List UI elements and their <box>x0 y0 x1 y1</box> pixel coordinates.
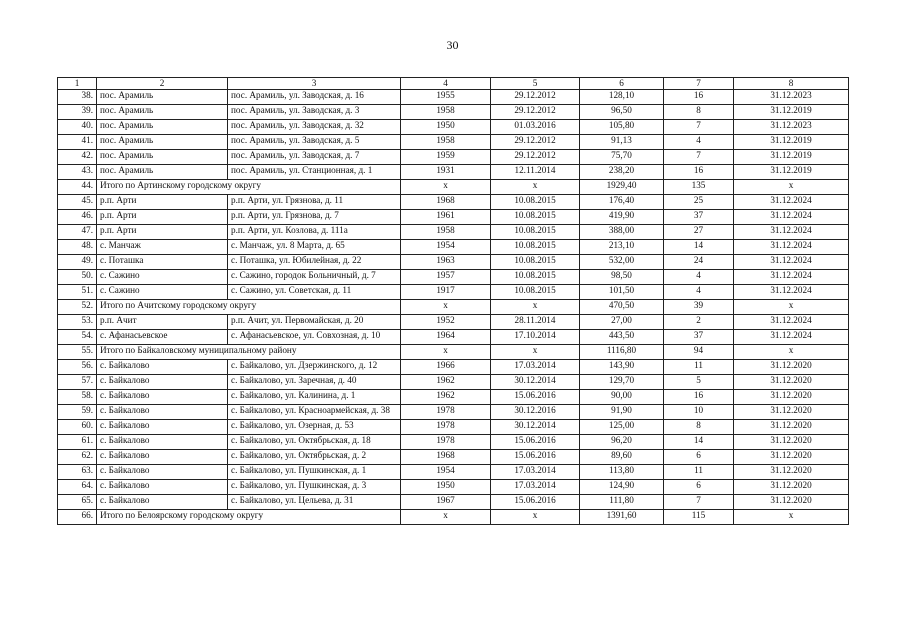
table-row <box>58 420 849 435</box>
row-number: 47. <box>58 225 97 240</box>
date-cell: 10.08.2015 <box>491 195 580 210</box>
count-cell: 25 <box>664 195 734 210</box>
area-cell: 96,50 <box>580 105 664 120</box>
deadline-cell: 31.12.2024 <box>734 195 849 210</box>
settlement-cell: с. Байкалово <box>97 450 228 465</box>
year-cell: 1958 <box>401 225 491 240</box>
row-number: 60. <box>58 420 97 435</box>
table-row <box>58 165 849 180</box>
row-number: 62. <box>58 450 97 465</box>
deadline-cell: 31.12.2023 <box>734 120 849 135</box>
deadline-cell: 31.12.2020 <box>734 480 849 495</box>
settlement-cell: с. Байкалово <box>97 435 228 450</box>
settlement-cell: с. Афанасьевское <box>97 330 228 345</box>
year-cell: 1931 <box>401 165 491 180</box>
row-number: 61. <box>58 435 97 450</box>
year-cell: 1978 <box>401 405 491 420</box>
count-cell: 4 <box>664 270 734 285</box>
column-header: 1 <box>58 78 97 90</box>
date-cell: 17.03.2014 <box>491 480 580 495</box>
count-cell: 10 <box>664 405 734 420</box>
date-cell: х <box>491 510 580 525</box>
deadline-cell: х <box>734 300 849 315</box>
deadline-cell: 31.12.2020 <box>734 375 849 390</box>
count-cell: 24 <box>664 255 734 270</box>
row-number: 57. <box>58 375 97 390</box>
settlement-cell: пос. Арамиль <box>97 135 228 150</box>
year-cell: 1978 <box>401 435 491 450</box>
row-number: 51. <box>58 285 97 300</box>
date-cell: 10.08.2015 <box>491 285 580 300</box>
year-cell: 1954 <box>401 465 491 480</box>
area-cell: 125,00 <box>580 420 664 435</box>
year-cell: 1950 <box>401 480 491 495</box>
area-cell: 238,20 <box>580 165 664 180</box>
year-cell: 1962 <box>401 390 491 405</box>
year-cell: 1964 <box>401 330 491 345</box>
table-row <box>58 195 849 210</box>
deadline-cell: 31.12.2019 <box>734 135 849 150</box>
settlement-cell: с. Поташка <box>97 255 228 270</box>
deadline-cell: 31.12.2020 <box>734 495 849 510</box>
address-cell: пос. Арамиль, ул. Заводская, д. 7 <box>228 150 401 165</box>
count-cell: 14 <box>664 240 734 255</box>
date-cell: 30.12.2014 <box>491 420 580 435</box>
count-cell: 37 <box>664 330 734 345</box>
table-row <box>58 375 849 390</box>
date-cell: 17.03.2014 <box>491 360 580 375</box>
row-number: 50. <box>58 270 97 285</box>
address-cell: с. Байкалово, ул. Пушкинская, д. 1 <box>228 465 401 480</box>
row-number: 64. <box>58 480 97 495</box>
count-cell: 94 <box>664 345 734 360</box>
date-cell: 30.12.2014 <box>491 375 580 390</box>
table-row <box>58 480 849 495</box>
area-cell: 105,80 <box>580 120 664 135</box>
area-cell: 1929,40 <box>580 180 664 195</box>
row-number: 66. <box>58 510 97 525</box>
settlement-cell: с. Байкалово <box>97 480 228 495</box>
address-cell: пос. Арамиль, ул. Заводская, д. 5 <box>228 135 401 150</box>
deadline-cell: х <box>734 180 849 195</box>
deadline-cell: 31.12.2024 <box>734 285 849 300</box>
area-cell: 98,50 <box>580 270 664 285</box>
table-total-row <box>58 300 849 315</box>
row-number: 39. <box>58 105 97 120</box>
address-cell: с. Сажино, ул. Советская, д. 11 <box>228 285 401 300</box>
table-row <box>58 105 849 120</box>
row-number: 54. <box>58 330 97 345</box>
date-cell: 29.12.2012 <box>491 105 580 120</box>
deadline-cell: 31.12.2020 <box>734 435 849 450</box>
year-cell: 1959 <box>401 150 491 165</box>
area-cell: 113,80 <box>580 465 664 480</box>
date-cell: 12.11.2014 <box>491 165 580 180</box>
deadline-cell: 31.12.2019 <box>734 150 849 165</box>
page-number: 30 <box>446 38 459 52</box>
year-cell: х <box>401 300 491 315</box>
year-cell: 1952 <box>401 315 491 330</box>
table-row <box>58 465 849 480</box>
row-number: 42. <box>58 150 97 165</box>
date-cell: х <box>491 300 580 315</box>
address-cell: с. Байкалово, ул. Цельева, д. 31 <box>228 495 401 510</box>
area-cell: 124,90 <box>580 480 664 495</box>
year-cell: 1957 <box>401 270 491 285</box>
address-cell: с. Афанасьевское, ул. Совхозная, д. 10 <box>228 330 401 345</box>
year-cell: 1967 <box>401 495 491 510</box>
table-row <box>58 285 849 300</box>
count-cell: 7 <box>664 120 734 135</box>
deadline-cell: 31.12.2024 <box>734 225 849 240</box>
year-cell: 1955 <box>401 90 491 105</box>
table-row <box>58 405 849 420</box>
settlement-cell: с. Байкалово <box>97 495 228 510</box>
count-cell: 135 <box>664 180 734 195</box>
column-number-row <box>58 78 849 90</box>
date-cell: 10.08.2015 <box>491 240 580 255</box>
date-cell: х <box>491 180 580 195</box>
row-number: 41. <box>58 135 97 150</box>
settlement-cell: с. Сажино <box>97 270 228 285</box>
deadline-cell: 31.12.2019 <box>734 105 849 120</box>
address-cell: с. Байкалово, ул. Озерная, д. 53 <box>228 420 401 435</box>
date-cell: 15.06.2016 <box>491 450 580 465</box>
row-number: 53. <box>58 315 97 330</box>
settlement-cell: с. Байкалово <box>97 405 228 420</box>
count-cell: 7 <box>664 150 734 165</box>
area-cell: 111,80 <box>580 495 664 510</box>
year-cell: 1978 <box>401 420 491 435</box>
area-cell: 91,90 <box>580 405 664 420</box>
table-row <box>58 240 849 255</box>
table-row <box>58 210 849 225</box>
deadline-cell: 31.12.2020 <box>734 420 849 435</box>
row-number: 38. <box>58 90 97 105</box>
settlement-cell: пос. Арамиль <box>97 165 228 180</box>
date-cell: х <box>491 345 580 360</box>
date-cell: 17.10.2014 <box>491 330 580 345</box>
deadline-cell: 31.12.2020 <box>734 450 849 465</box>
settlement-cell: с. Сажино <box>97 285 228 300</box>
column-header: 2 <box>97 78 228 90</box>
deadline-cell: х <box>734 345 849 360</box>
count-cell: 4 <box>664 285 734 300</box>
settlement-cell: с. Байкалово <box>97 390 228 405</box>
row-number: 40. <box>58 120 97 135</box>
date-cell: 28.11.2014 <box>491 315 580 330</box>
count-cell: 39 <box>664 300 734 315</box>
date-cell: 10.08.2015 <box>491 210 580 225</box>
year-cell: 1917 <box>401 285 491 300</box>
count-cell: 8 <box>664 420 734 435</box>
settlement-cell: с. Байкалово <box>97 360 228 375</box>
settlement-cell: пос. Арамиль <box>97 105 228 120</box>
date-cell: 15.06.2016 <box>491 435 580 450</box>
area-cell: 388,00 <box>580 225 664 240</box>
deadline-cell: 31.12.2024 <box>734 255 849 270</box>
count-cell: 6 <box>664 480 734 495</box>
date-cell: 29.12.2012 <box>491 90 580 105</box>
table-row <box>58 330 849 345</box>
table-row <box>58 120 849 135</box>
year-cell: х <box>401 510 491 525</box>
row-number: 45. <box>58 195 97 210</box>
column-header: 4 <box>401 78 491 90</box>
date-cell: 10.08.2015 <box>491 255 580 270</box>
row-number: 48. <box>58 240 97 255</box>
settlement-cell: пос. Арамиль <box>97 120 228 135</box>
row-number: 56. <box>58 360 97 375</box>
row-number: 52. <box>58 300 97 315</box>
count-cell: 37 <box>664 210 734 225</box>
column-header: 3 <box>228 78 401 90</box>
area-cell: 96,20 <box>580 435 664 450</box>
settlement-cell: с. Байкалово <box>97 420 228 435</box>
date-cell: 29.12.2012 <box>491 150 580 165</box>
row-number: 63. <box>58 465 97 480</box>
row-number: 44. <box>58 180 97 195</box>
address-cell: с. Байкалово, ул. Дзержинского, д. 12 <box>228 360 401 375</box>
address-cell: с. Байкалово, ул. Красноармейская, д. 38 <box>228 405 401 420</box>
table-row <box>58 360 849 375</box>
deadline-cell: 31.12.2024 <box>734 315 849 330</box>
address-cell: с. Поташка, ул. Юбилейная, д. 22 <box>228 255 401 270</box>
table-total-row <box>58 180 849 195</box>
address-cell: с. Байкалово, ул. Октябрьская, д. 2 <box>228 450 401 465</box>
table-row <box>58 135 849 150</box>
row-number: 58. <box>58 390 97 405</box>
area-cell: 213,10 <box>580 240 664 255</box>
deadline-cell: 31.12.2024 <box>734 270 849 285</box>
date-cell: 10.08.2015 <box>491 225 580 240</box>
housing-register-table <box>57 77 849 525</box>
address-cell: р.п. Арти, ул. Грязнова, д. 7 <box>228 210 401 225</box>
year-cell: х <box>401 180 491 195</box>
count-cell: 5 <box>664 375 734 390</box>
column-header: 8 <box>734 78 849 90</box>
area-cell: 129,70 <box>580 375 664 390</box>
count-cell: 115 <box>664 510 734 525</box>
year-cell: 1963 <box>401 255 491 270</box>
address-cell: с. Байкалово, ул. Заречная, д. 40 <box>228 375 401 390</box>
column-header: 7 <box>664 78 734 90</box>
table-row <box>58 270 849 285</box>
settlement-cell: с. Манчаж <box>97 240 228 255</box>
area-cell: 443,50 <box>580 330 664 345</box>
address-cell: пос. Арамиль, ул. Станционная, д. 1 <box>228 165 401 180</box>
table-total-row <box>58 510 849 525</box>
address-cell: р.п. Арти, ул. Грязнова, д. 11 <box>228 195 401 210</box>
column-header: 6 <box>580 78 664 90</box>
count-cell: 27 <box>664 225 734 240</box>
date-cell: 10.08.2015 <box>491 270 580 285</box>
area-cell: 90,00 <box>580 390 664 405</box>
year-cell: 1950 <box>401 120 491 135</box>
count-cell: 4 <box>664 135 734 150</box>
total-label: Итого по Артинскому городскому округу <box>97 180 401 195</box>
count-cell: 2 <box>664 315 734 330</box>
area-cell: 532,00 <box>580 255 664 270</box>
row-number: 55. <box>58 345 97 360</box>
date-cell: 30.12.2016 <box>491 405 580 420</box>
deadline-cell: 31.12.2020 <box>734 390 849 405</box>
settlement-cell: пос. Арамиль <box>97 90 228 105</box>
deadline-cell: 31.12.2023 <box>734 90 849 105</box>
date-cell: 15.06.2016 <box>491 390 580 405</box>
date-cell: 29.12.2012 <box>491 135 580 150</box>
column-header: 5 <box>491 78 580 90</box>
total-label: Итого по Байкаловскому муниципальному району <box>97 345 401 360</box>
total-label: Итого по Ачитскому городскому округу <box>97 300 401 315</box>
year-cell: 1968 <box>401 450 491 465</box>
count-cell: 16 <box>664 90 734 105</box>
area-cell: 470,50 <box>580 300 664 315</box>
count-cell: 11 <box>664 360 734 375</box>
count-cell: 16 <box>664 165 734 180</box>
count-cell: 16 <box>664 390 734 405</box>
area-cell: 75,70 <box>580 150 664 165</box>
area-cell: 143,90 <box>580 360 664 375</box>
date-cell: 15.06.2016 <box>491 495 580 510</box>
address-cell: пос. Арамиль, ул. Заводская, д. 16 <box>228 90 401 105</box>
settlement-cell: р.п. Арти <box>97 195 228 210</box>
area-cell: 419,90 <box>580 210 664 225</box>
address-cell: пос. Арамиль, ул. Заводская, д. 32 <box>228 120 401 135</box>
deadline-cell: 31.12.2020 <box>734 405 849 420</box>
address-cell: р.п. Арти, ул. Козлова, д. 111а <box>228 225 401 240</box>
deadline-cell: 31.12.2024 <box>734 330 849 345</box>
table-row <box>58 90 849 105</box>
count-cell: 11 <box>664 465 734 480</box>
address-cell: р.п. Ачит, ул. Первомайская, д. 20 <box>228 315 401 330</box>
table-row <box>58 315 849 330</box>
area-cell: 101,50 <box>580 285 664 300</box>
address-cell: с. Сажино, городок Больничный, д. 7 <box>228 270 401 285</box>
count-cell: 7 <box>664 495 734 510</box>
year-cell: 1958 <box>401 135 491 150</box>
table-row <box>58 435 849 450</box>
area-cell: 1391,60 <box>580 510 664 525</box>
area-cell: 91,13 <box>580 135 664 150</box>
date-cell: 17.03.2014 <box>491 465 580 480</box>
table-total-row <box>58 345 849 360</box>
deadline-cell: х <box>734 510 849 525</box>
count-cell: 6 <box>664 450 734 465</box>
count-cell: 8 <box>664 105 734 120</box>
settlement-cell: пос. Арамиль <box>97 150 228 165</box>
settlement-cell: р.п. Арти <box>97 210 228 225</box>
deadline-cell: 31.12.2019 <box>734 165 849 180</box>
area-cell: 27,00 <box>580 315 664 330</box>
table-row <box>58 495 849 510</box>
row-number: 59. <box>58 405 97 420</box>
area-cell: 1116,80 <box>580 345 664 360</box>
settlement-cell: р.п. Ачит <box>97 315 228 330</box>
settlement-cell: с. Байкалово <box>97 465 228 480</box>
year-cell: х <box>401 345 491 360</box>
table-row <box>58 255 849 270</box>
area-cell: 176,40 <box>580 195 664 210</box>
row-number: 43. <box>58 165 97 180</box>
address-cell: с. Манчаж, ул. 8 Марта, д. 65 <box>228 240 401 255</box>
table-row <box>58 450 849 465</box>
table-row <box>58 390 849 405</box>
table-row <box>58 225 849 240</box>
year-cell: 1966 <box>401 360 491 375</box>
date-cell: 01.03.2016 <box>491 120 580 135</box>
area-cell: 89,60 <box>580 450 664 465</box>
area-cell: 128,10 <box>580 90 664 105</box>
deadline-cell: 31.12.2024 <box>734 240 849 255</box>
year-cell: 1958 <box>401 105 491 120</box>
address-cell: с. Байкалово, ул. Пушкинская, д. 3 <box>228 480 401 495</box>
row-number: 49. <box>58 255 97 270</box>
table-row <box>58 150 849 165</box>
row-number: 46. <box>58 210 97 225</box>
year-cell: 1961 <box>401 210 491 225</box>
address-cell: с. Байкалово, ул. Октябрьская, д. 18 <box>228 435 401 450</box>
total-label: Итого по Белоярскому городскому округу <box>97 510 401 525</box>
year-cell: 1968 <box>401 195 491 210</box>
address-cell: пос. Арамиль, ул. Заводская, д. 3 <box>228 105 401 120</box>
address-cell: с. Байкалово, ул. Калинина, д. 1 <box>228 390 401 405</box>
deadline-cell: 31.12.2024 <box>734 210 849 225</box>
settlement-cell: р.п. Арти <box>97 225 228 240</box>
count-cell: 14 <box>664 435 734 450</box>
settlement-cell: с. Байкалово <box>97 375 228 390</box>
row-number: 65. <box>58 495 97 510</box>
year-cell: 1954 <box>401 240 491 255</box>
year-cell: 1962 <box>401 375 491 390</box>
deadline-cell: 31.12.2020 <box>734 465 849 480</box>
deadline-cell: 31.12.2020 <box>734 360 849 375</box>
